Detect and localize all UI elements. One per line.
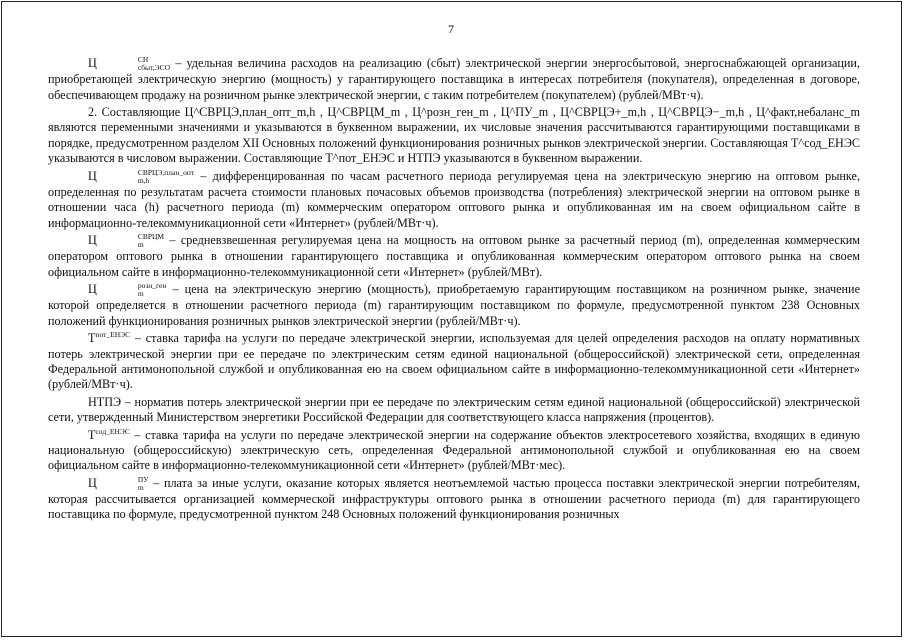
- formula-symbol: Ц СВРЦЭ,план_опт m,h: [88, 167, 195, 185]
- paragraph-text: – плата за иные услуги, оказание которых является неотъемлемой частью процесса поставки электрической энергии потребителям, которая рассчитывается организацией коммерческой инфраструктуры оптового рынка в отношении расчетного периода (m) для гарантирующего поставщика по формуле, предусмотренной пунктом 248 Основных положений функционирования розничных: [48, 475, 860, 522]
- paragraph-sod-enes: [48, 428, 860, 474]
- paragraph-text: – средневзвешенная регулируемая цена на мощность на оптовом рынке за расчетный период (m), определенная коммерческим оператором оптового рынка в отношении гарантирующего поставщика и опубликованная коммерческим оператором оптового рынка на своем официальном сайте в информационно-телекоммуникационной сети «Интернет» (рублей/МВт).: [48, 233, 860, 279]
- paragraph-text: – цена на электрическую энергию (мощность), приобретаемую гарантирующим поставщиком на розничном рынке, значение которой определяется в отношении расчетного периода (m) гарантирующим поставщиком по формуле, предусмотренной пунктом 238 Основных положений функционирования розничных рынков электрической энергии (рублей/МВт·ч).: [48, 282, 860, 328]
- paragraph-sbyt: [48, 56, 860, 103]
- formula-symbol: $Т^{сод\_ЕНЭС}$: [88, 426, 130, 442]
- paragraph-text: – ставка тарифа на услуги по передаче электрической энергии, используемая для целей определения расходов на оплату нормативных потерь электрической энергии при ее передаче по электрическим сетям единой национальной (общероссийской) электрической сети, определенная Федеральной антимонопольной службой и опубликованная ею на своем официальном сайте в информационно-телекоммуникационной сети «Интернет» (рублей/МВт·ч).: [48, 331, 860, 392]
- paragraph-text: – норматив потерь электрической энергии при ее передаче по электрическим сетям единой национальной (общероссийской) электрической сети, утвержденный Министерством энергетики Российской Федерации для соответствующего класса напряжения (процентов).: [48, 394, 860, 425]
- formula-symbol: Ц розн_ген m: [88, 281, 167, 299]
- paragraph-text: являются переменными значениями и указываются в буквенном выражении, их числовые значения рассчитываются гарантирующими поставщиками в порядке, предусмотренном разделом XII Основных положений функционирования розничных рынков электрической энергии. Составляющая Т^сод_ЕНЭС указываются в числовом выражении. Составляющие Т^пот_ЕНЭС и НТПЭ указываются в буквенном выражении.: [48, 120, 860, 166]
- paragraph-text: – удельная величина расходов на реализацию (сбыт) электрической энергии энергосбытовой, энергоснабжающей организации, приобретающей электрическую энергию (мощность) у гарантирующего поставщика в интересах потребителя (покупателя), определенная в договоре, обеспечивающем продажу на розничном рынке электрической энергии, с таким потребителем (покупателем) (рублей/МВт·ч).: [48, 56, 860, 102]
- paragraph-svrce: [48, 169, 860, 231]
- formula-symbol: Ц СВРЦМ m: [88, 232, 165, 250]
- paragraph-ntpe: [48, 395, 860, 426]
- page-number: 7: [448, 22, 454, 36]
- formula-symbol: $Т^{пот\_ЕНЭС}$: [88, 330, 131, 346]
- paragraph-text: – ставка тарифа на услуги по передаче электрической энергии на содержание объектов электросетевого хозяйства, входящих в единую национальную (общероссийскую) электрическую сеть, определенная Федеральной антимонопольной службой и опубликованная ею на своем официальном сайте в информационно-телекоммуникационной сети «Интернет» (рублей/МВт·мес).: [48, 427, 860, 473]
- document-body: [48, 56, 860, 525]
- paragraph-pot-enes: [48, 331, 860, 393]
- formula-symbol: Ц ПУ m: [88, 474, 149, 492]
- paragraph-pu: [48, 476, 860, 523]
- paragraph-rozn-gen: [48, 282, 860, 329]
- components-list: Ц^СВРЦЭ,план_опт_m,h , Ц^СВРЦМ_m , Ц^розн_ген_m , Ц^ПУ_m , Ц^СВРЦЭ+_m,h , Ц^СВРЦЭ−_m,h , Ц^факт,небаланс_m: [184, 105, 860, 120]
- paragraph-text: – дифференцированная по часам расчетного периода регулируемая цена на электрическую энергию на оптовом рынке, определенная по результатам расчета стоимости плановых почасовых объемов производства (потребления) электрической энергии на оптовом рынке в отношении часа (h) расчетного периода (m) коммерческим оператором оптового рынка и опубликованная им на своем официальном сайте в информационно-телекоммуникационной сети «Интернет» (рублей/МВт·ч).: [48, 168, 860, 230]
- paragraph-lead: 2. Составляющие: [88, 105, 185, 120]
- paragraph-svrcm: [48, 233, 860, 280]
- formula-symbol: НТПЭ: [88, 394, 122, 409]
- formula-symbol: Ц СН сбыт,ЭСО: [88, 55, 171, 73]
- paragraph-components: [48, 105, 860, 167]
